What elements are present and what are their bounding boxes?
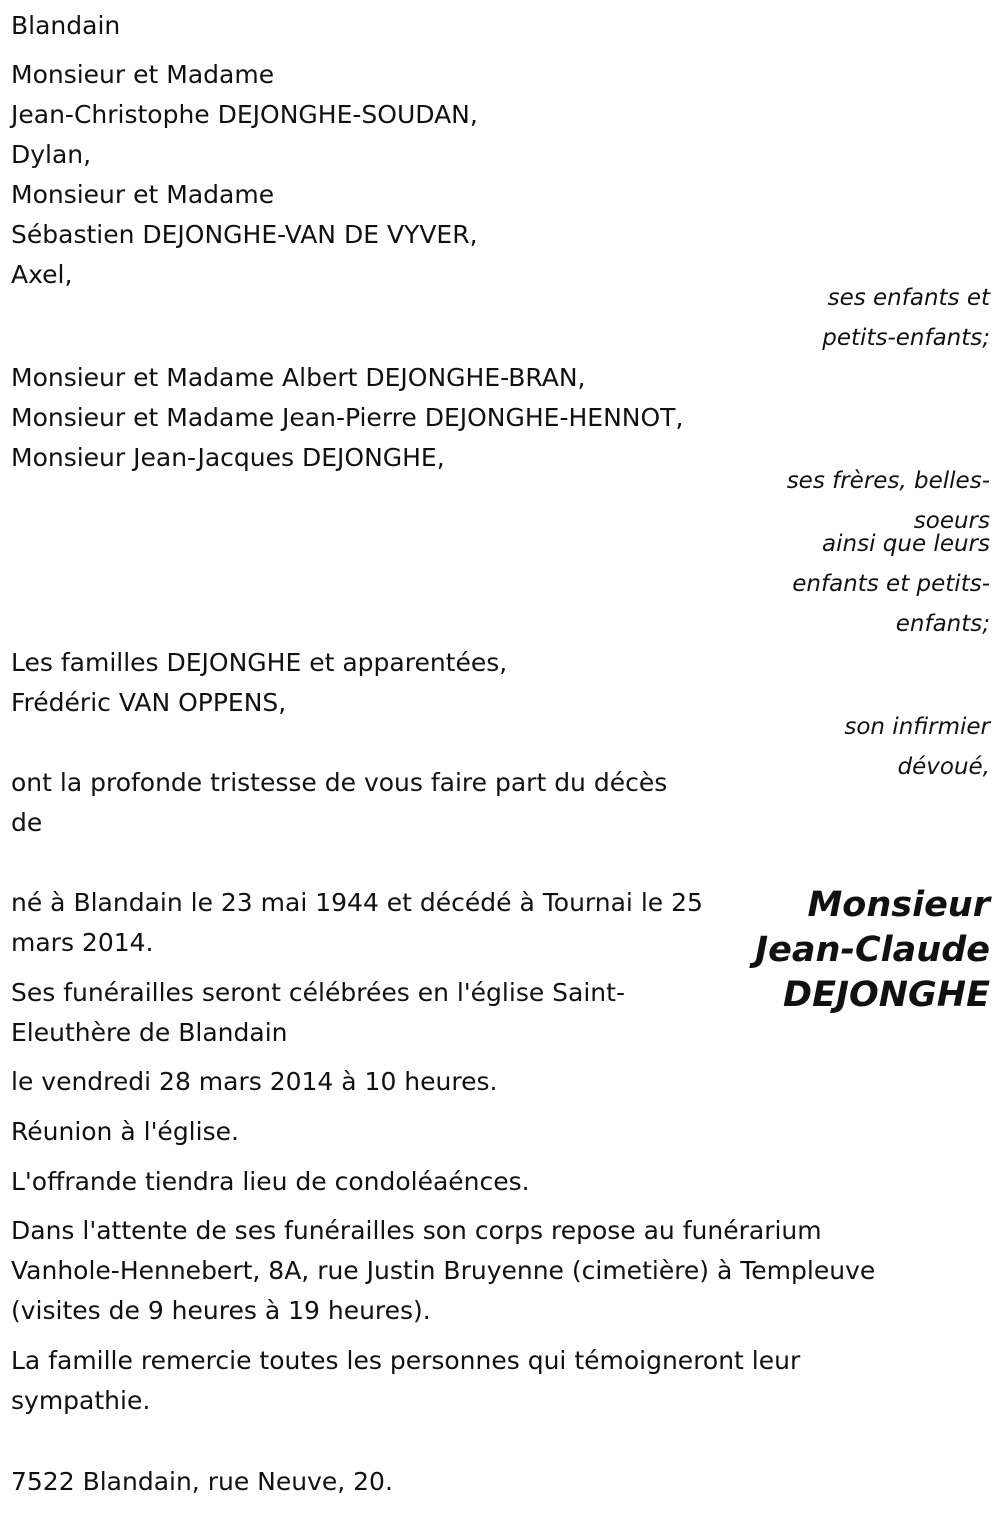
- siblings-relation-continued: [750, 524, 990, 644]
- relation-line: enfants;: [895, 611, 990, 637]
- meeting-info: Réunion à l'église.: [11, 1117, 239, 1146]
- children-relation: [750, 278, 990, 358]
- relation-line: enfants et petits-: [792, 571, 990, 597]
- text-line: sympathie.: [11, 1386, 151, 1415]
- funeral-date: le vendredi 28 mars 2014 à 10 heures.: [11, 1067, 498, 1096]
- list-item: Monsieur et Madame: [11, 180, 275, 209]
- name-line: DEJONGHE: [783, 975, 990, 1015]
- list-item: Dylan,: [11, 140, 92, 169]
- text-line: de: [11, 808, 43, 837]
- text-line: mars 2014.: [11, 928, 154, 957]
- relation-line: ses frères, belles-: [786, 468, 990, 494]
- relation-line: petits-enfants;: [822, 325, 990, 351]
- relation-line: son infirmier: [844, 714, 990, 740]
- text-line: Eleuthère de Blandain: [11, 1018, 288, 1047]
- town-header: Blandain: [11, 11, 121, 40]
- list-item: Axel,: [11, 260, 73, 289]
- offering-info: L'offrande tiendra lieu de condoléaénces.: [11, 1167, 530, 1196]
- text-line: Dans l'attente de ses funérailles son corps repose au funérarium: [11, 1216, 822, 1245]
- list-item: Monsieur et Madame: [11, 60, 275, 89]
- text-line: (visites de 9 heures à 19 heures).: [11, 1296, 431, 1325]
- nurse-relation: [750, 707, 990, 787]
- list-item: Frédéric VAN OPPENS,: [11, 688, 287, 717]
- text-line: né à Blandain le 23 mai 1944 et décédé à Tournai le 25: [11, 888, 703, 917]
- text-line: La famille remercie toutes les personnes qui témoigneront leur: [11, 1346, 801, 1375]
- text-line: Ses funérailles seront célébrées en l'église Saint-: [11, 978, 625, 1007]
- relation-line: dévoué,: [897, 754, 990, 780]
- list-item: Monsieur et Madame Albert DEJONGHE-BRAN,: [11, 363, 586, 392]
- list-item: Sébastien DEJONGHE-VAN DE VYVER,: [11, 220, 478, 249]
- text-line: Vanhole-Hennebert, 8A, rue Justin Bruyenne (cimetière) à Templeuve: [11, 1256, 876, 1285]
- text-line: ont la profonde tristesse de vous faire part du décès: [11, 768, 668, 797]
- deceased-name: [730, 883, 990, 1018]
- address: 7522 Blandain, rue Neuve, 20.: [11, 1467, 393, 1496]
- relation-line: ses enfants et: [827, 285, 990, 311]
- list-item: Monsieur Jean-Jacques DEJONGHE,: [11, 443, 445, 472]
- name-line: Jean-Claude: [755, 930, 990, 970]
- relation-line: soeurs: [913, 508, 990, 534]
- list-item: Jean-Christophe DEJONGHE-SOUDAN,: [11, 100, 478, 129]
- name-line: Monsieur: [807, 885, 990, 925]
- relation-line: ainsi que leurs: [822, 531, 990, 557]
- list-item: Monsieur et Madame Jean-Pierre DEJONGHE-HENNOT,: [11, 403, 684, 432]
- list-item: Les familles DEJONGHE et apparentées,: [11, 648, 508, 677]
